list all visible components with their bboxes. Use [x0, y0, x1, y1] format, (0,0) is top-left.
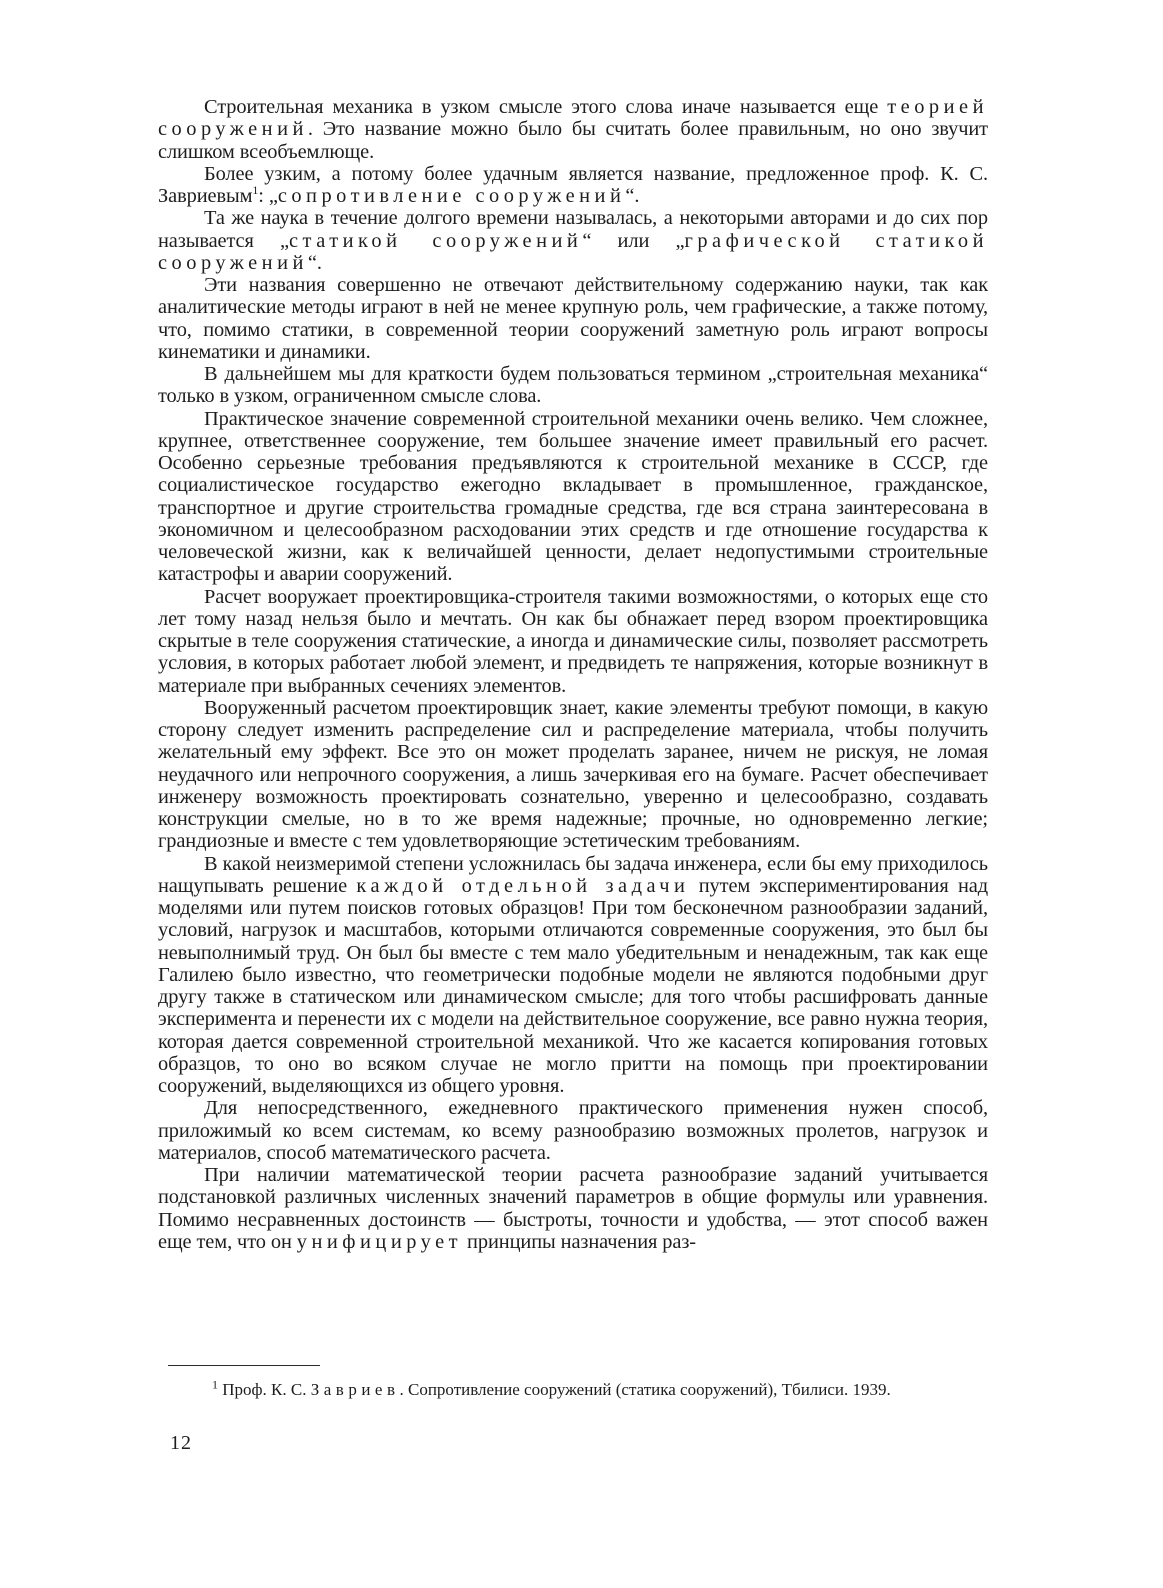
text-run: “ или „: [582, 229, 685, 252]
emphasized-text: каждой отдельной задачи: [356, 874, 690, 897]
text-run: Строительная механика в узком смысле этого слова иначе называется еще: [204, 96, 888, 118]
paragraph: [158, 697, 988, 853]
paragraph: [158, 1164, 988, 1253]
footnote-marker: 1: [252, 183, 259, 198]
text-run: В дальнейшем мы для краткости будем пользоваться термином „строительная механика“ только в узком, ограниченном смысле слова.: [158, 363, 988, 408]
text-run: путем экспериментирования над моделями или путем поисков готовых образцов! При том бесконечном разнообразии заданий, условий, нагрузок и масштабов, которыми отличаются современные сооружения, это был бы невыполнимый труд. Он был бы вместе с тем мало убедительным и ненадежным, так как еще Галилею было известно, что геометрически подобные модели не являются подобными друг другу также в статическом или динамическом смысле; для того чтобы расшифровать данные эксперимента и перенести их с модели на действительное сооружение, все равно нужна теория, которая дается современной строительной механикой. Что же касается копирования готовых образцов, то оно во всяком случае не могло притти на помощь при проектировании сооружений, выделяющихся из общего уровня.: [158, 874, 988, 1097]
paragraph: [158, 96, 988, 163]
emphasized-text: сопротивление сооружений: [277, 185, 626, 207]
paragraph: [158, 1097, 988, 1164]
text-run: Практическое значение современной строительной механики очень велико. Чем сложнее, крупнее, ответственнее сооружение, тем большее значение имеет правильный его расчет. Особенно серьезные требования предъявляются к строительной механике в СССР, где социалистическое государство ежегодно вкладывает в промышленное, гражданское, транспортное и другие строительства громадные средства, где вся страна заинтересована в экономичном и целесообразном расходовании этих средств и где отношение государства к человеческой жизни, как к величайшей ценности, делает недопустимыми строительные катастрофы и аварии сооружений.: [158, 407, 988, 586]
paragraph: [158, 363, 988, 408]
text-run: . Это название можно было бы считать более правильным, но оно звучит слишком всеобъемлюще.: [158, 118, 988, 163]
text-run: . Сопротивление сооружений (статика сооружений), Тбилиси. 1939.: [399, 1380, 891, 1399]
paragraph: [158, 207, 988, 274]
footnote-marker: 1: [212, 1377, 218, 1392]
text-run: “.: [307, 251, 322, 274]
text-run: Расчет вооружает проектировщика-строителя такими возможностями, о которых еще сто лет тому назад нельзя было и мечтать. Он как бы обнажает перед взором проектировщика скрытые в теле сооружения статические, а иногда и динамические силы, позволяет рассмотреть условия, в которых работает любой элемент, и предвидеть те напряжения, которые возникнут в материале при выбранных сечениях элементов.: [158, 585, 988, 697]
paragraph: [158, 853, 988, 1098]
emphasized-text: статикой сооружений: [289, 229, 583, 252]
footnote: [168, 1377, 976, 1399]
paragraph: [158, 408, 988, 586]
page-body: [158, 96, 988, 1253]
text-run: Вооруженный расчетом проектировщик знает, какие элементы требуют помощи, в какую сторону следует изменить распределение сил и распределение материала, чтобы получить желательный ему эффект. Все это он может проделать заранее, ничем не рискуя, не ломая неудачного или непрочного сооружения, а лишь зачеркивая его на бумаге. Расчет обеспечивает инженеру возможность проектировать сознательно, уверенно и целесообразно, создавать конструкции смелые, но в то же время надежные; прочные, но одновременно легкие; грандиозные и вместе с тем удовлетворяющие эстетическим требованиям.: [158, 696, 988, 853]
text-run: Проф. К. С.: [218, 1380, 311, 1399]
emphasized-text: Завриев: [310, 1380, 400, 1399]
text-run: В какой неизмеримой степени усложнилась бы задача инженера, если бы ему приходилось нащупывать решение: [158, 852, 988, 897]
text-run: Та же наука в течение долгого времени называлась, а некоторыми авторами и до сих пор называется „: [158, 207, 988, 252]
text-run: : „: [258, 185, 278, 207]
text-run: При наличии математической теории расчета разнообразие заданий учитывается подстановкой различных численных значений параметров в общие формулы или уравнения. Помимо несравненных достоинств — быстроты, точности и удобства, — этот способ важен еще тем, что он: [158, 1164, 988, 1253]
text-run: Эти названия совершенно не отвечают действительному содержанию науки, так как аналитические методы играют в ней не менее крупную роль, чем графические, а также потому, что, помимо статики, в современной теории сооружений заметную роль играют вопросы кинематики и динамики.: [158, 274, 988, 363]
text-run: Более узким, а потому более удачным является название, предложенное проф. К. С. Завриевым: [158, 162, 988, 207]
page-number: 12: [170, 1432, 192, 1454]
text-run: “.: [625, 185, 640, 207]
text-run: Для непосредственного, ежедневного практического применения нужен способ, приложимый ко всем системам, ко всему разнообразию возможных пролетов, нагрузок и материалов, способ математического расчета.: [158, 1097, 988, 1164]
paragraph: [158, 163, 988, 208]
emphasized-text: унифицирует: [296, 1230, 463, 1253]
footnote-rule: [168, 1365, 320, 1366]
paragraph: [158, 586, 988, 697]
text-run: принципы назначения раз-: [462, 1230, 696, 1253]
paragraph: [158, 274, 988, 363]
emphasized-text: теорией сооружений: [158, 96, 988, 141]
emphasized-text: графической статикой сооружений: [158, 229, 988, 274]
